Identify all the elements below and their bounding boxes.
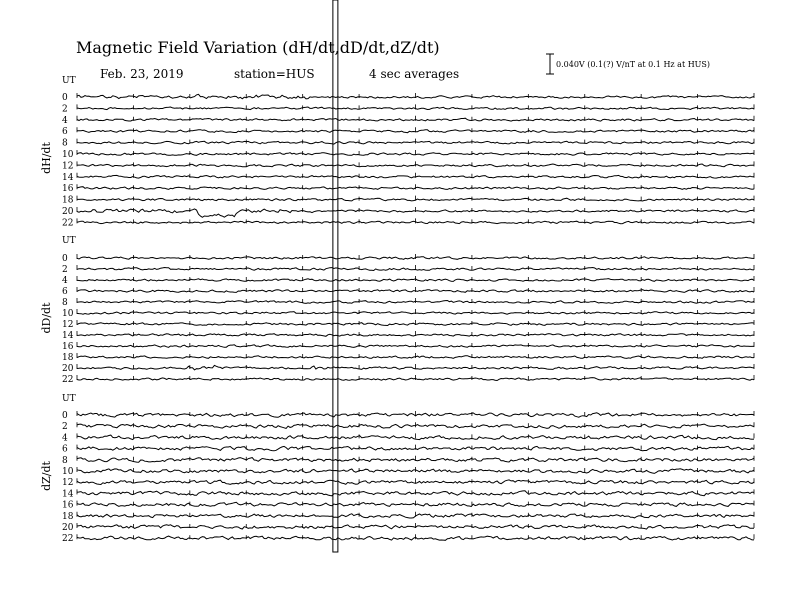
hour-label: 22: [62, 375, 74, 385]
scale-bar: [546, 54, 554, 74]
hour-label: 6: [62, 127, 68, 138]
hour-label: 2: [62, 265, 68, 275]
hour-label: 0: [62, 254, 68, 264]
chart-title: Magnetic Field Variation (dH/dt,dD/dt,dZ/dt): [76, 38, 440, 57]
panel-dZ-dt: [40, 394, 754, 544]
hour-label: 16: [62, 500, 74, 511]
hour-label: 14: [62, 489, 74, 500]
axis-ylabel: dD/dt: [40, 302, 53, 334]
hour-label: 0: [62, 93, 68, 103]
hour-label: 8: [62, 138, 68, 149]
hour-label: 14: [62, 331, 74, 341]
date-label: Feb. 23, 2019: [100, 67, 184, 81]
hour-label: 8: [62, 298, 68, 308]
ut-label: UT: [62, 236, 76, 246]
hour-label: 16: [62, 342, 74, 352]
hour-label: 4: [62, 276, 68, 286]
hour-label: 22: [62, 218, 74, 229]
hour-label: 12: [62, 478, 74, 489]
hour-label: 4: [62, 115, 68, 126]
hour-label: 22: [62, 534, 74, 545]
hour-label: 18: [62, 195, 74, 206]
hour-label: 18: [62, 353, 74, 363]
station-label: station=HUS: [234, 67, 315, 81]
hour-label: 20: [62, 364, 74, 374]
time-marker: [333, 0, 338, 552]
hour-label: 2: [62, 422, 68, 433]
scale-bar-label: 0.040V (0.1(?) V/nT at 0.1 Hz at HUS): [556, 60, 711, 69]
ut-label: UT: [62, 394, 76, 404]
panel-dD-dt: [40, 236, 754, 385]
hour-label: 6: [62, 444, 68, 455]
hour-label: 18: [62, 511, 74, 522]
panel-dH-dt: [40, 76, 754, 228]
hour-label: 0: [62, 411, 68, 421]
hour-label: 14: [62, 172, 74, 183]
hour-label: 4: [62, 433, 68, 444]
hour-label: 12: [62, 161, 74, 172]
hour-label: 6: [62, 287, 68, 297]
hour-label: 2: [62, 104, 68, 115]
hour-label: 16: [62, 184, 74, 195]
axis-ylabel: dZ/dt: [40, 461, 53, 491]
hour-label: 12: [62, 320, 74, 330]
hour-label: 10: [62, 150, 74, 160]
hour-label: 20: [62, 207, 74, 217]
axis-ylabel: dH/dt: [40, 142, 53, 174]
hour-label: 20: [62, 523, 74, 533]
hour-label: 10: [62, 467, 74, 477]
ut-label: UT: [62, 76, 76, 86]
hour-label: 10: [62, 309, 74, 319]
hour-label: 8: [62, 455, 68, 466]
averaging-label: 4 sec averages: [369, 67, 460, 81]
